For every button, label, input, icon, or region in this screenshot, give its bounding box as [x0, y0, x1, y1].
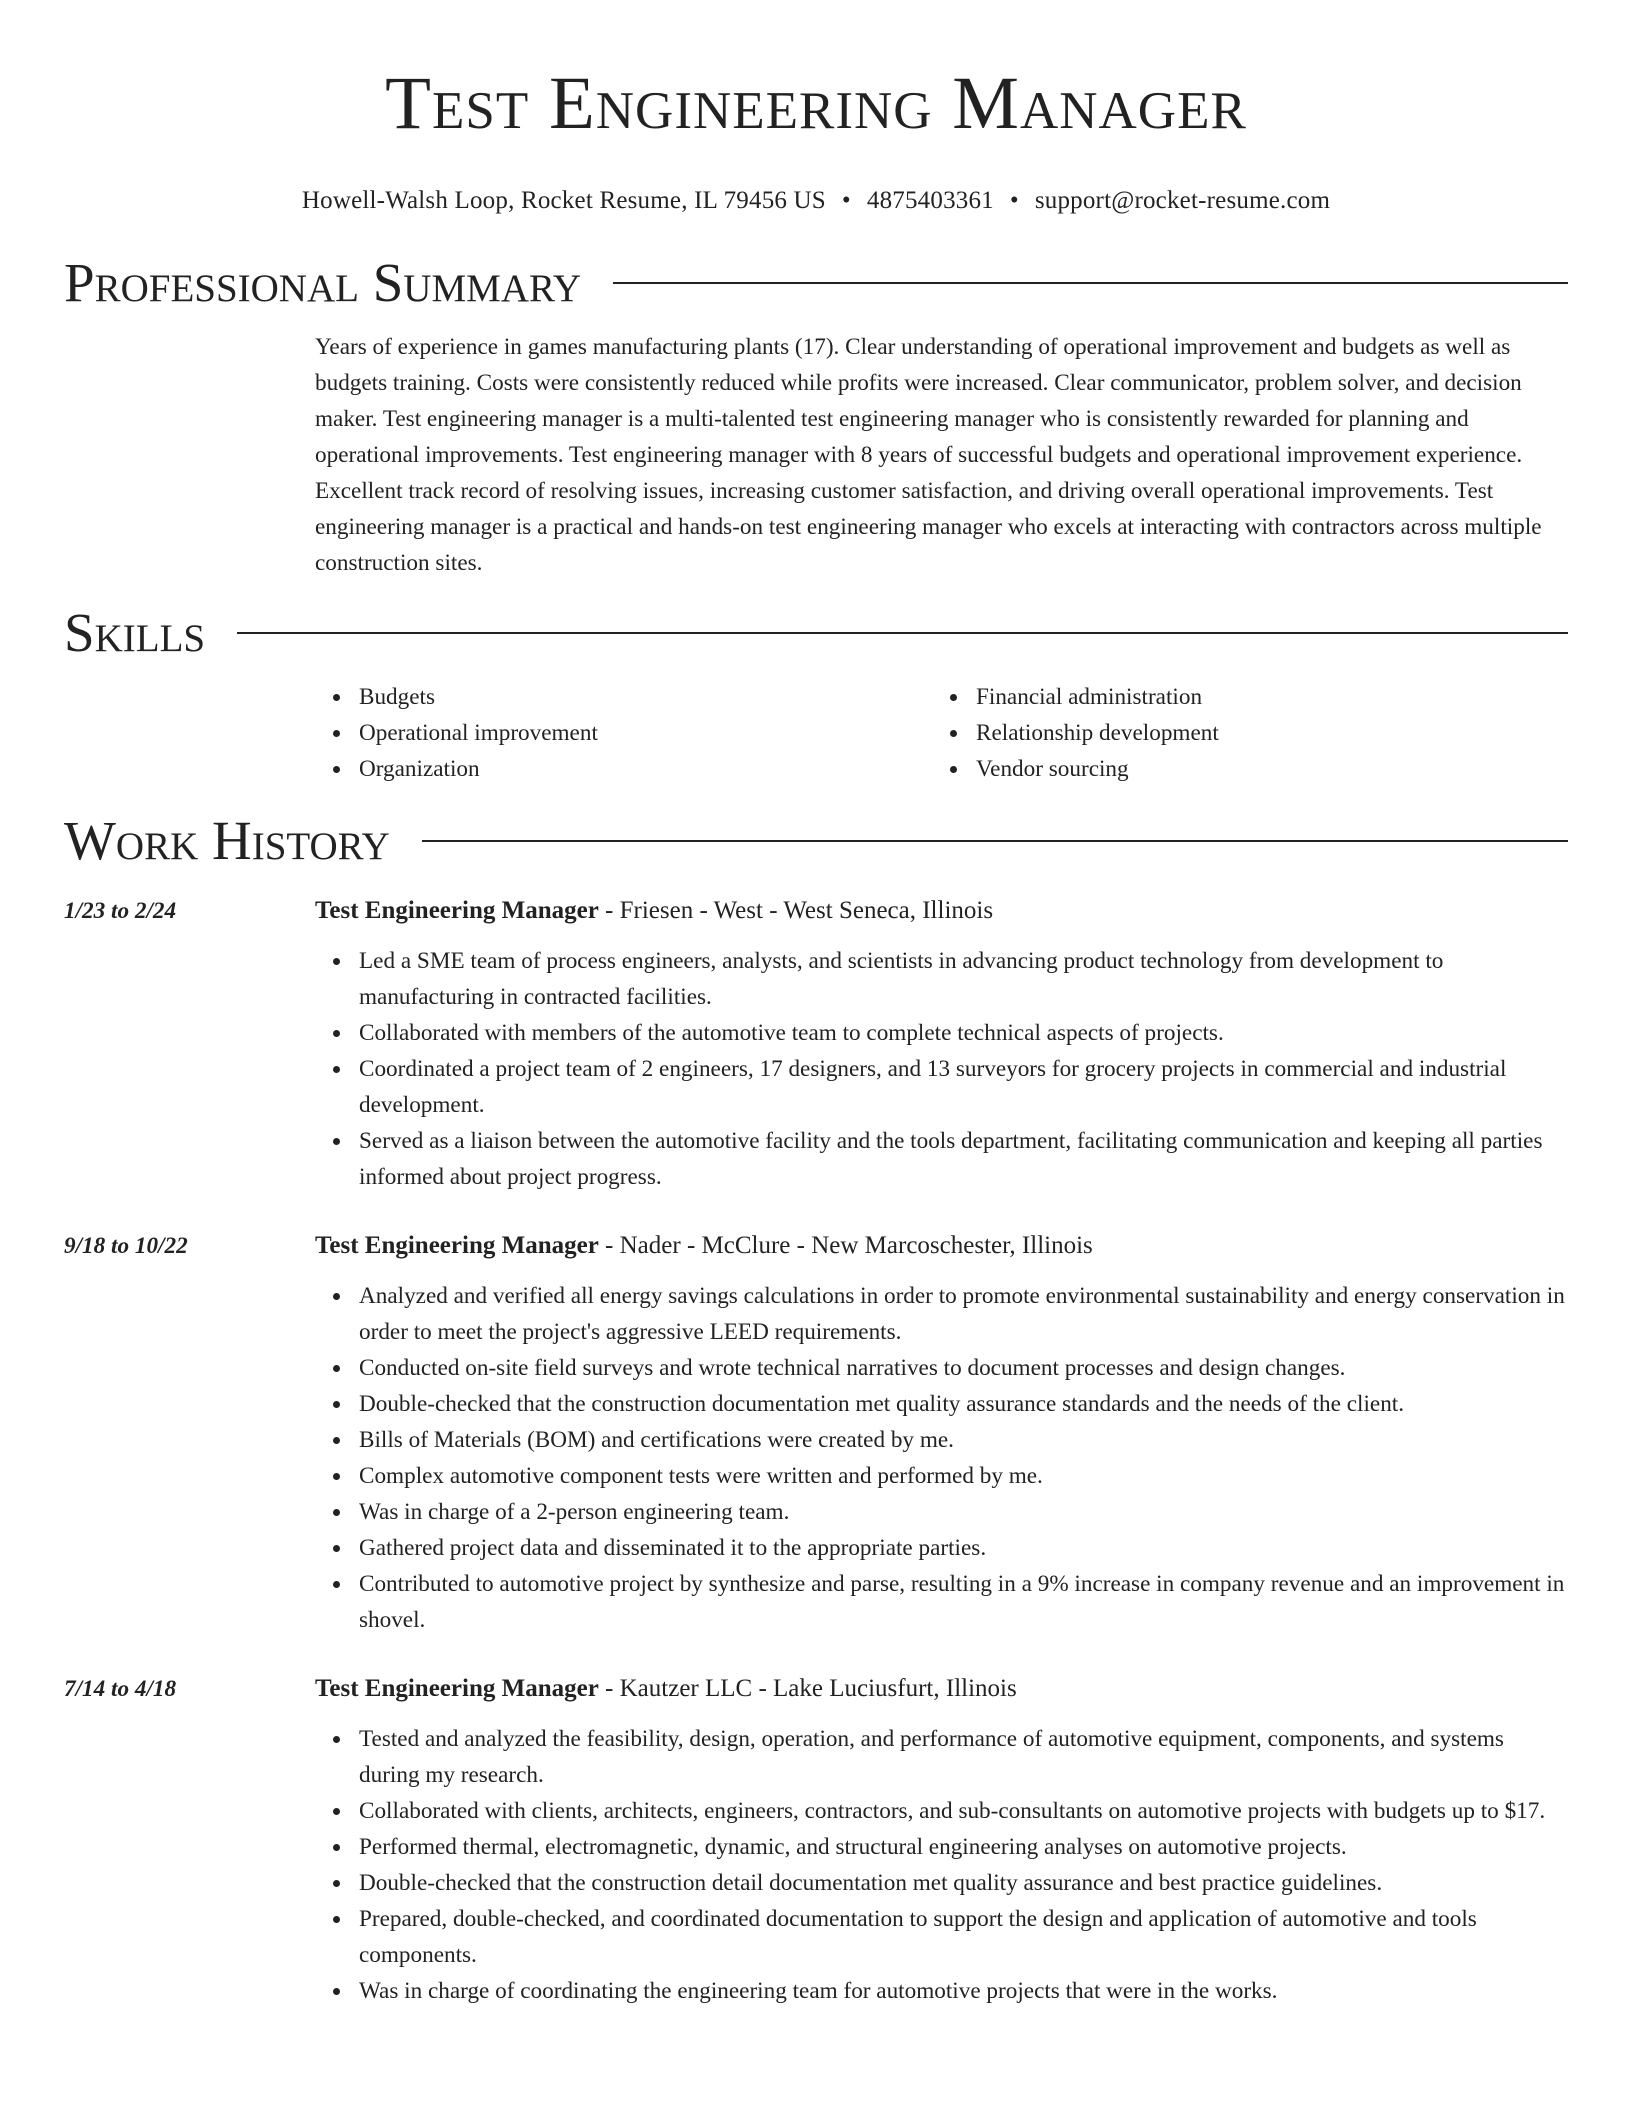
job-dates: 9/18 to 10/22: [64, 1233, 188, 1259]
skill-item: Vendor sourcing: [932, 751, 1549, 787]
job-title: Test Engineering Manager: [315, 1232, 599, 1259]
contact-email: support@rocket-resume.com: [1034, 187, 1331, 214]
professional-summary-section: [64, 251, 1568, 581]
job-entry: [64, 1228, 1568, 1638]
job-employer: - Kautzer LLC - Lake Luciusfurt, Illinois: [598, 1675, 1017, 1702]
section-title: Professional Summary: [64, 252, 582, 313]
section-divider: [237, 632, 1568, 634]
job-bullet: Complex automotive component tests were written and performed by me.: [315, 1458, 1568, 1494]
job-bullets: [315, 943, 1568, 1195]
contact-phone: 4875403361: [866, 187, 994, 214]
job-bullet: Was in charge of coordinating the engineering team for automotive projects that were in the works.: [315, 1973, 1568, 2009]
job-heading: [315, 1671, 1568, 1707]
job-bullet: Gathered project data and disseminated it to the appropriate parties.: [315, 1530, 1568, 1566]
contact-line: [64, 186, 1568, 216]
job-bullet: Served as a liaison between the automotive facility and the tools department, facilitating communication and keeping all parties informed about project progress.: [315, 1123, 1568, 1195]
resume-name: Test Engineering Manager: [385, 62, 1247, 145]
job-bullet: Bills of Materials (BOM) and certifications were created by me.: [315, 1422, 1568, 1458]
job-bullets: [315, 1278, 1568, 1638]
contact-separator: •: [841, 187, 851, 214]
section-divider: [422, 840, 1568, 842]
job-dates: 1/23 to 2/24: [64, 898, 177, 924]
section-header: [64, 251, 1568, 315]
job-bullet: Double-checked that the construction documentation met quality assurance standards and the needs of the client.: [315, 1386, 1568, 1422]
skills-column-left: [315, 679, 932, 787]
work-history-section: [64, 809, 1568, 2009]
job-bullet: Prepared, double-checked, and coordinated documentation to support the design and application of automotive and tools components.: [315, 1901, 1568, 1973]
section-header: [64, 601, 1568, 665]
job-bullet: Tested and analyzed the feasibility, design, operation, and performance of automotive equipment, components, and systems during my research.: [315, 1721, 1568, 1793]
job-employer: - Nader - McClure - New Marcoschester, Illinois: [598, 1232, 1093, 1259]
job-bullet: Contributed to automotive project by synthesize and parse, resulting in a 9% increase in company revenue and an improvement in shovel.: [315, 1566, 1568, 1638]
job-bullet: Collaborated with clients, architects, engineers, contractors, and sub-consultants on automotive projects with budgets up to $17.: [315, 1793, 1568, 1829]
job-bullet: Analyzed and verified all energy savings calculations in order to promote environmental sustainability and energy conservation in order to meet the project's aggressive LEED requirements.: [315, 1278, 1568, 1350]
job-heading: [315, 893, 1568, 929]
job-entry: [64, 893, 1568, 1195]
skill-item: Organization: [315, 751, 932, 787]
job-bullet: Double-checked that the construction detail documentation met quality assurance and best practice guidelines.: [315, 1865, 1568, 1901]
job-bullet: Was in charge of a 2-person engineering team.: [315, 1494, 1568, 1530]
skill-item: Operational improvement: [315, 715, 932, 751]
section-title: Work History: [64, 810, 390, 871]
skill-item: Financial administration: [932, 679, 1549, 715]
job-title: Test Engineering Manager: [315, 897, 599, 924]
job-bullet: Coordinated a project team of 2 engineers, 17 designers, and 13 surveyors for grocery projects in commercial and industrial development.: [315, 1051, 1568, 1123]
job-title: Test Engineering Manager: [315, 1675, 599, 1702]
job-bullet: Led a SME team of process engineers, analysts, and scientists in advancing product technology from development to manufacturing in contracted facilities.: [315, 943, 1568, 1015]
job-bullet: Collaborated with members of the automotive team to complete technical aspects of projects.: [315, 1015, 1568, 1051]
job-entry: [64, 1671, 1568, 2009]
section-divider: [613, 282, 1568, 284]
skills-section: [64, 601, 1568, 787]
skills-column-right: [932, 679, 1549, 787]
section-header: [64, 809, 1568, 873]
job-dates: 7/14 to 4/18: [64, 1676, 177, 1702]
job-bullet: Conducted on-site field surveys and wrote technical narratives to document processes and design changes.: [315, 1350, 1568, 1386]
skill-item: Budgets: [315, 679, 932, 715]
contact-address: Howell-Walsh Loop, Rocket Resume, IL 79456 US: [301, 187, 826, 214]
skills-list: [315, 679, 1568, 787]
section-title: Skills: [64, 602, 206, 663]
job-employer: - Friesen - West - West Seneca, Illinois: [598, 897, 994, 924]
resume-page: [64, 0, 1568, 2009]
summary-text: Years of experience in games manufacturing plants (17). Clear understanding of operational improvement and budgets as well as budgets training. Costs were consistently reduced while profits were increased. Clear communicator, problem solver, and decision maker. Test engineering manager is a multi-talented test engineering manager who is consistently rewarded for planning and operational improvements. Test engineering manager with 8 years of successful budgets and operational improvement experience. Excellent track record of resolving issues, increasing customer satisfaction, and driving overall operational improvements. Test engineering manager is a practical and hands-on test engineering manager who excels at interacting with contractors across multiple construction sites.: [315, 334, 1542, 576]
contact-separator: •: [1009, 187, 1019, 214]
job-bullets: [315, 1721, 1568, 2009]
job-heading: [315, 1228, 1568, 1264]
job-bullet: Performed thermal, electromagnetic, dynamic, and structural engineering analyses on automotive projects.: [315, 1829, 1568, 1865]
skill-item: Relationship development: [932, 715, 1549, 751]
